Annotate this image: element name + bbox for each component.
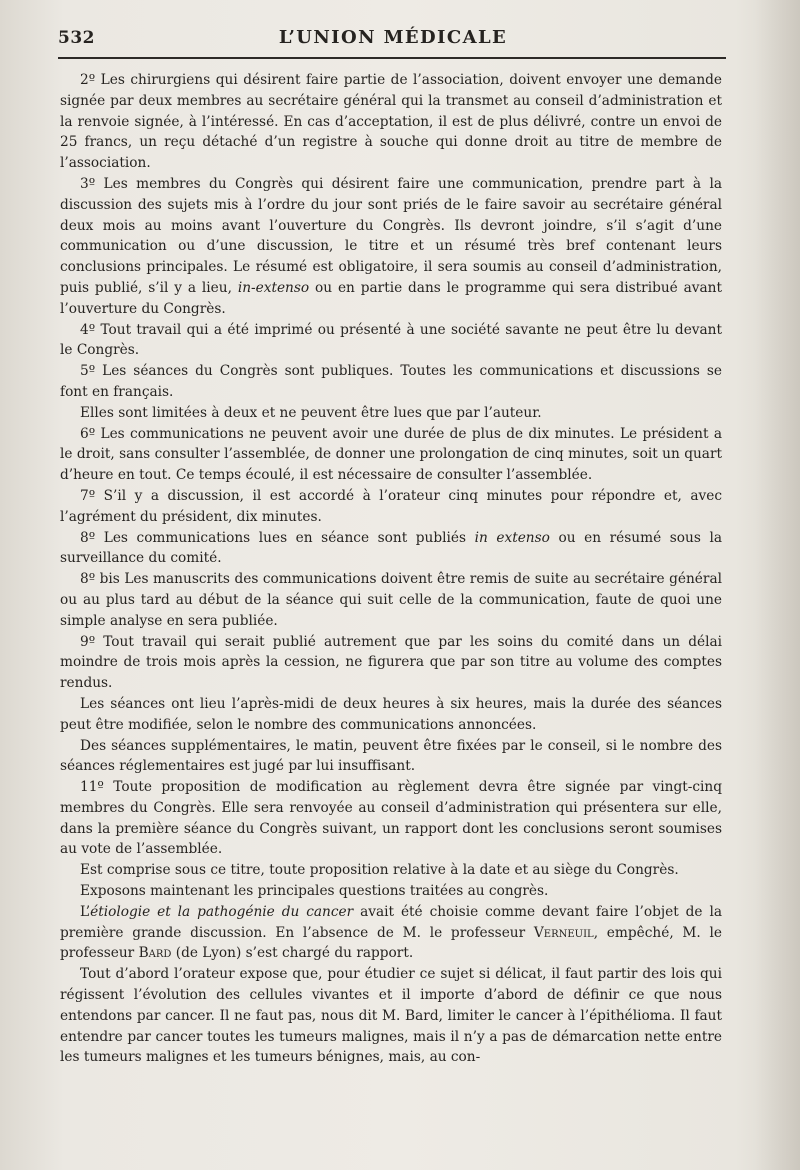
journal-title: L’UNION MÉDICALE [278,27,508,48]
paragraph-article-5: 5º Les séances du Congrès sont publiques. Toutes les communications et discussions se font en français. [60,363,722,400]
header-rule [58,57,726,59]
paragraph-article-6: 6º Les communications ne peuvent avoir une durée de plus de dix minutes. Le président a le droit, sans consulter l’assemblée, de donner une prolongation de cinq minutes, soit un quart d’heure en tout. Ce temps écoulé, il est nécessaire de consulter l’assemblée. [60,425,722,484]
paragraph-article-8-bis: 8º bis Les manuscrits des communications doivent être remis de suite au secrétaire général ou au plus tard au début de la séance qui suit celle de la communication, faute de quoi une simple analyse en sera publiée. [60,571,722,629]
body-text [60,70,722,1068]
person-name-bard: Bard [138,945,172,962]
page-header [58,24,728,54]
paragraph-text: ou en résumé sous la surveillance du comité. [60,529,722,567]
paragraph-limitation: Elles sont limitées à deux et ne peuvent être lues que par l’auteur. [80,404,542,421]
paragraph-text: 8º Les communications lues en séance sont publiés [80,529,475,546]
page-edge-shadow [755,0,800,1170]
paragraph-article-2: 2º Les chirurgiens qui désirent faire partie de l’association, doivent envoyer une demande signée par deux membres au secrétaire général qui la transmet au conseil d’administration et la renvoie signée, à l’intéressé. En cas d’acceptation, il est de plus délivré, contre un envoi de 25 francs, un reçu détaché d’un registre à souche qui donne droit au titre de membre de l’association. [60,72,722,172]
italic-term: in-extenso [237,279,310,296]
paragraph-date-location: Est comprise sous ce titre, toute proposition relative à la date et au siège du Congrès. [80,862,679,879]
paragraph-extra-sessions: Des séances supplémentaires, le matin, peuvent être fixées par le conseil, si le nombre des séances réglementaires est jugé par lui insuffisant. [60,737,722,775]
paragraph-cancer-definition: Tout d’abord l’orateur expose que, pour étudier ce sujet si délicat, il faut partir des lois qui régissent l’évolution des cellules vivantes et il importe d’abord de définir ce que nous entendons par cancer. Il ne faut pas, nous dit M. Bard, limiter le cancer à l’épithélioma. Il faut entendre par cancer toutes les tumeurs malignes, mais il n’y a pas de démarcation nette entre les tumeurs malignes et les tumeurs bénignes, mais, au con- [60,966,722,1066]
paragraph-article-7: 7º S’il y a discussion, il est accordé à l’orateur cinq minutes pour répondre et, avec l’agrément du président, dix minutes. [60,487,722,525]
paragraph-article-8 [60,528,722,570]
paragraph-session-hours: Les séances ont lieu l’après-midi de deux heures à six heures, mais la durée des séances peut être modifiée, selon le nombre des communications annoncées. [60,695,722,733]
paragraph-article-3 [60,174,722,320]
paragraph-text: , empêché, M. le professeur [60,924,722,962]
italic-topic: étiologie et la pathogénie du cancer [90,903,354,920]
paragraph-article-11: 11º Toute proposition de modification au règlement devra être signée par vingt-cinq membres du Congrès. Elle sera renvoyée au conseil d’administration qui présentera sur elle, dans la première séance du Congrès suivant, un rapport dont les conclusions seront soumises au vote de l’assemblée. [60,779,722,858]
page-number: 532 [58,28,95,48]
paragraph-cancer-topic [60,902,722,964]
paragraph-text: avait été choisie comme devant faire l’objet de la première grande discussion. En l’absence de M. le professeur [60,903,722,941]
italic-term: in extenso [474,529,550,546]
person-name-verneuil: Verneuil [533,924,594,941]
paragraph-article-9: 9º Tout travail qui serait publié autrement que par les soins du comité dans un délai moindre de trois mois après la cession, ne figurera que par son titre au volume des comptes rendus. [60,633,722,692]
paragraph-questions: Exposons maintenant les principales questions traitées au congrès. [80,883,549,900]
paragraph-text: (de Lyon) s’est chargé du rapport. [171,945,414,962]
paragraph-text: ou en partie dans le programme qui sera distribué avant l’ouverture du Congrès. [60,279,722,317]
paragraph-article-4: 4º Tout travail qui a été imprimé ou présenté à une société savante ne peut être lu devant le Congrès. [60,321,722,359]
paragraph-text: L’ [80,903,91,920]
paragraph-text: 3º Les membres du Congrès qui désirent faire une communication, prendre part à la discussion des sujets mis à l’ordre du jour sont priés de le faire savoir au secrétaire général deux mois au moins avant l’ouverture du Congrès. Ils devront joindre, s’il s’agit d’une communication ou d’une discussion, le titre et un résumé très bref contenant leurs conclusions principales. Le résumé est obligatoire, il sera soumis au conseil d’administration, puis publié, s’il y a lieu, [60,175,722,296]
